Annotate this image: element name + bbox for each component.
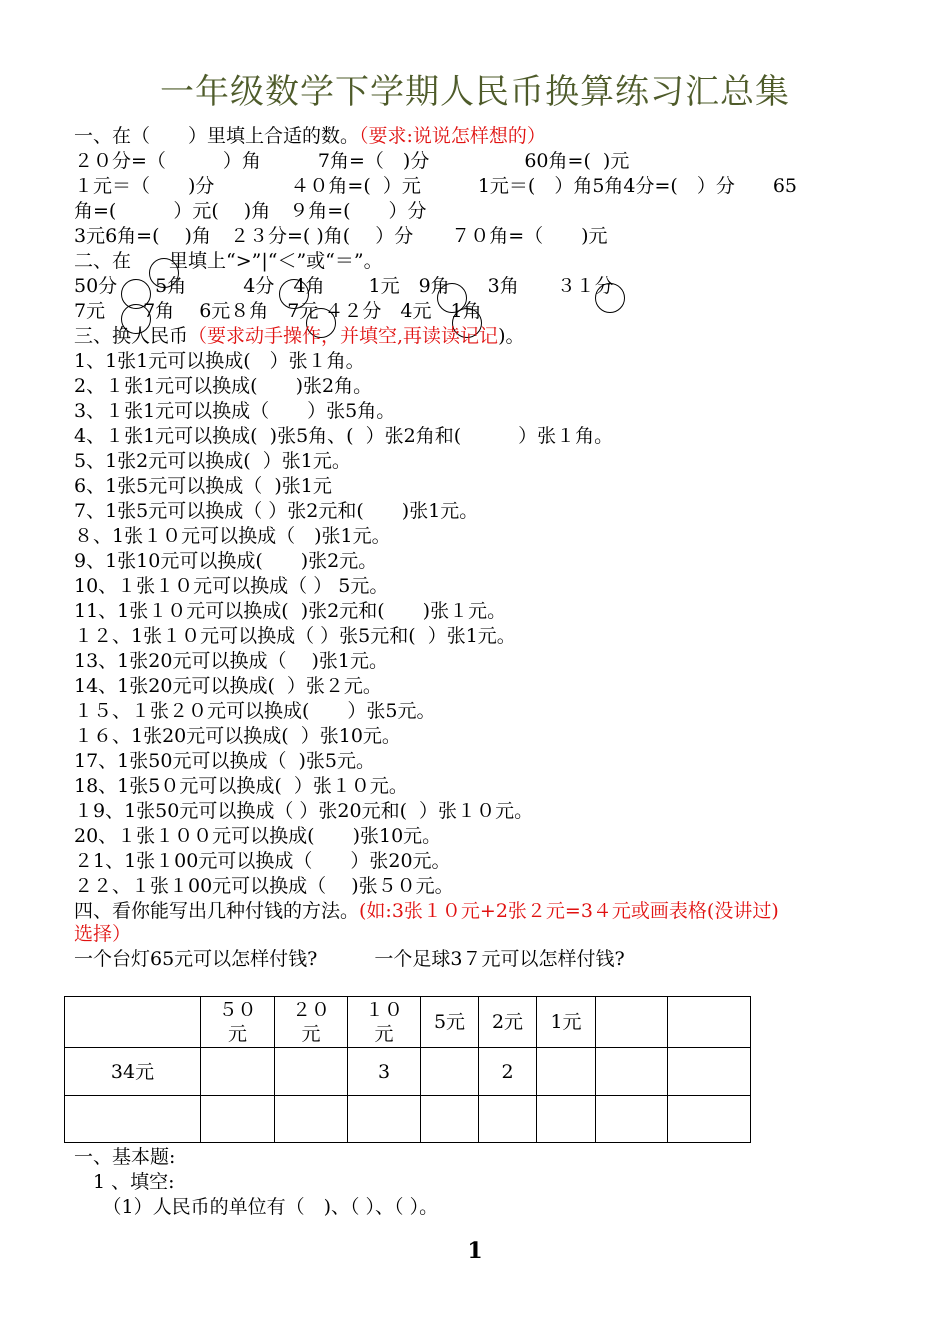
section-1-heading: [74, 124, 546, 149]
exchange-item: 2、１张1元可以换成( )张2角。: [74, 375, 373, 397]
table-cell[interactable]: [275, 1096, 348, 1143]
table-row: [65, 1096, 751, 1143]
section-4-example-cont: 选择）: [74, 923, 132, 945]
table-cell[interactable]: [275, 1048, 348, 1096]
table-cell[interactable]: [537, 1096, 596, 1143]
compare-circle[interactable]: [279, 279, 309, 309]
section-4-question: 一个台灯65元可以怎样付钱? 一个足球3７元可以怎样付钱?: [74, 948, 625, 970]
table-header-cell: 2元: [479, 997, 537, 1048]
exchange-item: 1、1张1元可以换成( ）张１角。: [74, 350, 365, 372]
basic-heading: 一、基本题:: [74, 1146, 176, 1168]
section-3-heading-tail: )。: [498, 325, 525, 347]
section-3-heading: [74, 324, 524, 349]
exchange-item: 13、1张20元可以换成（ )张1元。: [74, 650, 388, 672]
page-number: 1: [467, 1238, 483, 1264]
table-cell[interactable]: [421, 1096, 479, 1143]
section-2-heading: 二、在 里填上“>”|“＜”或“＝”。: [74, 250, 383, 272]
section-1-line-3: 角=( ）元( )角 ９角=( ）分: [74, 200, 427, 222]
compare-circle[interactable]: [595, 283, 625, 313]
section-3-heading-text: 三、换人民币: [74, 325, 189, 347]
exchange-item: 7、1张5元可以换成（ ）张2元和( )张1元。: [74, 500, 479, 522]
table-cell[interactable]: [537, 1048, 596, 1096]
exchange-item: ２1、1张１00元可以换成（ ）张20元。: [74, 850, 451, 872]
section-1-requirement: （要求:说说怎样想的）: [359, 125, 546, 147]
table-header-cell: [65, 997, 201, 1048]
table-cell[interactable]: [201, 1048, 275, 1096]
table-header-cell: ２０ 元: [275, 997, 348, 1048]
exchange-item: 6、1张5元可以换成（ )张1元: [74, 475, 332, 497]
table-header-cell: [596, 997, 668, 1048]
exchange-item: 4、１张1元可以换成( )张5角、( ）张2角和( ）张１角。: [74, 425, 614, 447]
basic-subheading: 1 、填空:: [74, 1171, 175, 1193]
section-4-example: (如:3张１０元+2张２元=3４元或画表格(没讲过): [359, 900, 779, 922]
section-1-line-1: ２０分=（ ）角 7角=（ )分 60角=( )元: [74, 150, 630, 172]
exchange-item: １５、１张２０元可以换成( ）张5元。: [74, 700, 436, 722]
table-cell[interactable]: [201, 1096, 275, 1143]
exchange-item: 20、１张１００元可以换成( )张10元。: [74, 825, 442, 847]
table-header-cell: １０ 元: [348, 997, 421, 1048]
section-2-line-1: 50分 5角 4分 4角 1元 9角 3角 ３１分: [74, 275, 614, 297]
exchange-item: 18、1张5０元可以换成( ）张１０元。: [74, 775, 408, 797]
table-header-row: [65, 997, 751, 1048]
exchange-item: １６、1张20元可以换成( ）张10元。: [74, 725, 401, 747]
exchange-item: １9、1张50元可以换成（ ）张20元和( ）张１０元。: [74, 800, 534, 822]
exchange-item: ８、1张１０元可以换成（ )张1元。: [74, 525, 391, 547]
table-cell[interactable]: [668, 1048, 751, 1096]
table-row: [65, 1048, 751, 1096]
table-cell[interactable]: [65, 1096, 201, 1143]
section-3-requirement: （要求动手操作，并填空,再读读记记: [188, 325, 499, 347]
section-2-line-2: 7元 7角 6元８角 7元 ４２分 4元 1角: [74, 300, 482, 322]
table-cell[interactable]: [348, 1096, 421, 1143]
exchange-item: 5、1张2元可以换成( ）张1元。: [74, 450, 351, 472]
compare-circle[interactable]: [149, 258, 179, 288]
table-cell[interactable]: [596, 1096, 668, 1143]
exchange-item: 17、1张50元可以换成（ )张5元。: [74, 750, 376, 772]
section-1-heading-text: 一、在（ ）里填上合适的数。: [74, 125, 360, 147]
exchange-item: 14、1张20元可以换成( ）张２元。: [74, 675, 382, 697]
table-header-cell: ５０ 元: [201, 997, 275, 1048]
section-4-heading-text: 四、看你能写出几种付钱的方法。: [74, 900, 360, 922]
exchange-item: 9、1张10元可以换成( )张2元。: [74, 550, 378, 572]
exchange-item: １２、1张１０元可以换成（ ）张5元和( ）张1元。: [74, 625, 516, 647]
table-cell[interactable]: [668, 1096, 751, 1143]
basic-question-1: （1）人民币的单位有（ )、（ ）、（ ）。: [74, 1196, 439, 1218]
payment-table: [64, 996, 751, 1143]
table-cell[interactable]: [421, 1048, 479, 1096]
table-cell[interactable]: 3: [348, 1048, 421, 1096]
section-4-heading: [74, 899, 779, 924]
exchange-item: ２２、１张１00元可以换成（ )张５０元。: [74, 875, 454, 897]
table-cell[interactable]: [479, 1096, 537, 1143]
exchange-item: 10、１张１０元可以换成（ ） 5元。: [74, 575, 389, 597]
table-header-cell: 5元: [421, 997, 479, 1048]
table-cell[interactable]: [596, 1048, 668, 1096]
section-1-line-2: １元＝（ )分 ４０角=( ）元 1元＝( ）角5角4分=( ）分 65: [74, 175, 798, 197]
exchange-item: 11、1张１０元可以换成( )张2元和( )张１元。: [74, 600, 507, 622]
table-header-cell: [668, 997, 751, 1048]
exchange-item: 3、１张1元可以换成（ ）张5角。: [74, 400, 396, 422]
table-cell[interactable]: 34元: [65, 1048, 201, 1096]
table-header-cell: 1元: [537, 997, 596, 1048]
section-1-line-4: 3元6角=( )角 ２３分=( )角( ）分 ７０角=（ )元: [74, 225, 608, 247]
table-cell[interactable]: 2: [479, 1048, 537, 1096]
page-title: 一年级数学下学期人民币换算练习汇总集: [160, 72, 790, 112]
